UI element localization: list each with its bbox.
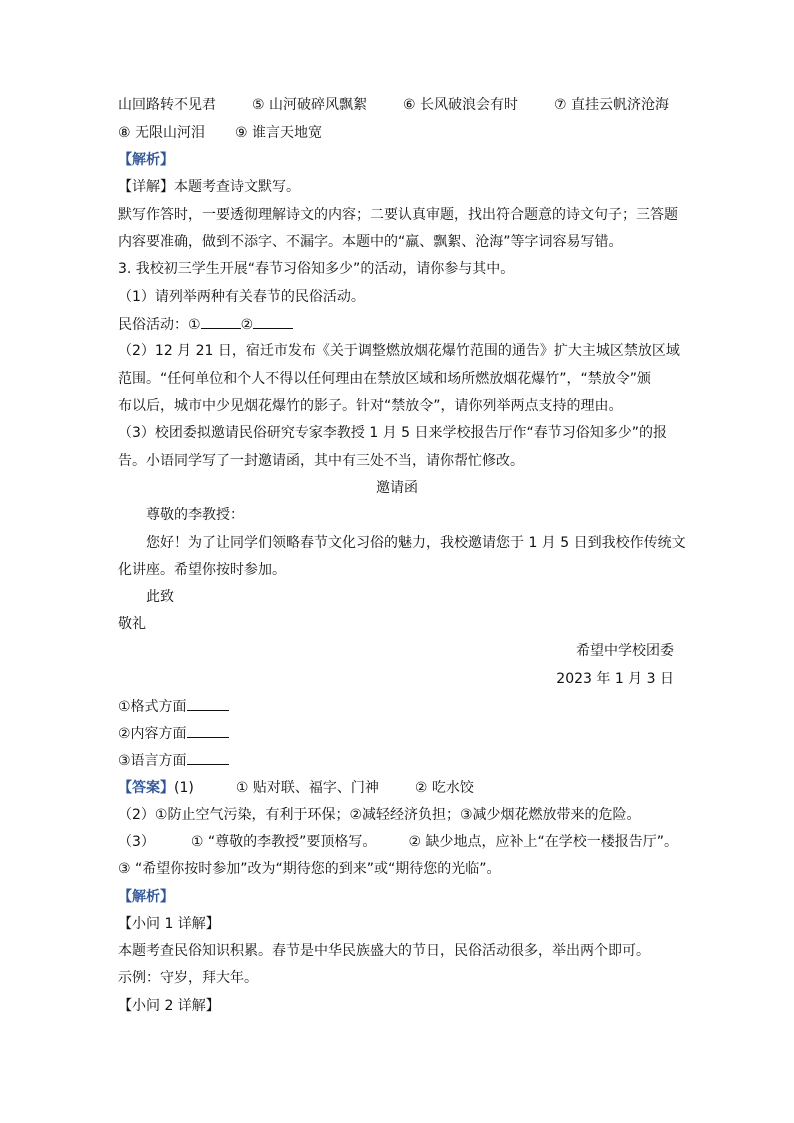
- answer-blank[interactable]: [187, 750, 229, 765]
- q2-detail-paragraph-1: 默写作答时，一要透彻理解诗文的内容；二要认真审题，找出符合题意的诗文句子；三答题: [118, 207, 678, 223]
- fill-format-label: ①格式方面: [118, 699, 187, 715]
- letter-title: 邀请函: [376, 480, 418, 496]
- q3-stem: 3. 我校初三学生开展“春节习俗知多少”的活动，请你参与其中。: [118, 261, 515, 277]
- fill-label-b: ②: [240, 317, 254, 333]
- answer-sub3-number: （3）: [118, 834, 155, 850]
- q2-detail-paragraph-2: 内容要准确，做到不添字、不漏字。本题中的“羸、飘絮、沧海”等字词容易写错。: [118, 234, 623, 250]
- answer-item-7: ⑦ 直挂云帆济沧海: [554, 97, 670, 113]
- fill-content-label: ②内容方面: [118, 726, 187, 742]
- answer-line-1: [118, 778, 474, 798]
- answer-sub1-number: (1): [174, 780, 194, 796]
- answer-sub1-item-1: ① 贴对联、福字、门神: [235, 780, 379, 796]
- sub2-heading: 【小问 2 详解】: [118, 998, 220, 1014]
- fill-format: [118, 696, 229, 716]
- answer-line-4: ③ “希望你按时参加”改为“期待您的到来”或“期待您的光临”。: [118, 861, 501, 877]
- answer-fragment: 山回路转不见君: [118, 97, 216, 113]
- q3-sub2-line-2: 范围。“任何单位和个人不得以任何理由在禁放区域和场所燃放烟花爆竹”，“禁放令”颁: [118, 371, 652, 387]
- answer-blank[interactable]: [253, 314, 293, 329]
- q3-sub1-fill: [118, 314, 293, 334]
- answer-line-3: [118, 832, 678, 852]
- sub1-paragraph-2: 示例：守岁，拜大年。: [118, 970, 258, 986]
- letter-salutation: 尊敬的李教授：: [146, 507, 244, 523]
- answer-item-6: ⑥ 长风破浪会有时: [403, 97, 519, 113]
- jiexi-label: 【解析】: [118, 152, 174, 168]
- letter-body-line-2: 化讲座。希望你按时参加。: [118, 562, 286, 578]
- answer-blank[interactable]: [187, 696, 229, 711]
- q3-sub3-line-1: （3）校团委拟邀请民俗研究专家李教授 1 月 5 日来学校报告厅作“春节习俗知多少”的报: [118, 425, 668, 441]
- fill-label-a: 民俗活动：①: [118, 317, 201, 333]
- fill-language-label: ③语言方面: [118, 753, 187, 769]
- letter-body-line-1: 您好！为了让同学们领略春节文化习俗的魅力，我校邀请您于 1 月 5 日到我校作传统文: [146, 535, 686, 551]
- q3-sub3-line-2: 告。小语同学写了一封邀请函，其中有三处不当，请你帮忙修改。: [118, 453, 524, 469]
- q3-sub2-line-3: 布以后，城市中少见烟花爆竹的影子。针对“禁放令”，请你列举两点支持的理由。: [118, 398, 623, 414]
- answer-sub1-item-2: ② 吃水饺: [414, 780, 474, 796]
- fill-language: [118, 750, 229, 770]
- sub1-heading: 【小问 1 详解】: [118, 916, 220, 932]
- answer-item-5: ⑤ 山河破碎风飘絮: [252, 97, 368, 113]
- jiexi-label-2: 【解析】: [118, 889, 174, 905]
- answer-sub3-item-2: ② 缺少地点，应补上“在学校一楼报告厅”。: [408, 834, 678, 850]
- answer-blank[interactable]: [187, 723, 229, 738]
- letter-closing-2: 敬礼: [118, 616, 146, 632]
- answer-blank[interactable]: [201, 314, 241, 329]
- q3-sub2-line-1: （2）12 月 21 日，宿迁市发布《关于调整燃放烟花爆竹范围的通告》扩大主城区禁放区域: [118, 343, 680, 359]
- poem-answers-line-1: [118, 95, 669, 115]
- q2-detail-heading: 【详解】本题考查诗文默写。: [118, 179, 300, 195]
- answer-label: 【答案】: [118, 780, 174, 796]
- fill-content: [118, 723, 229, 743]
- letter-signer: 希望中学校团委: [576, 643, 674, 659]
- answer-item-9: ⑨ 谁言天地宽: [235, 125, 323, 141]
- answer-line-2: （2）①防止空气污染，有利于环保；②减轻经济负担；③减少烟花燃放带来的危险。: [118, 807, 641, 823]
- letter-date: 2023 年 1 月 3 日: [556, 671, 674, 687]
- answer-sub3-item-1: ① “尊敬的李教授”要顶格写。: [190, 834, 377, 850]
- answer-item-8: ⑧ 无限山河泪: [118, 125, 206, 141]
- letter-closing-1: 此致: [146, 589, 174, 605]
- poem-answers-line-2: [118, 123, 322, 143]
- sub1-paragraph-1: 本题考查民俗知识积累。春节是中华民族盛大的节日，民俗活动很多，举出两个即可。: [118, 943, 650, 959]
- q3-sub1: （1）请列举两种有关春节的民俗活动。: [118, 289, 365, 305]
